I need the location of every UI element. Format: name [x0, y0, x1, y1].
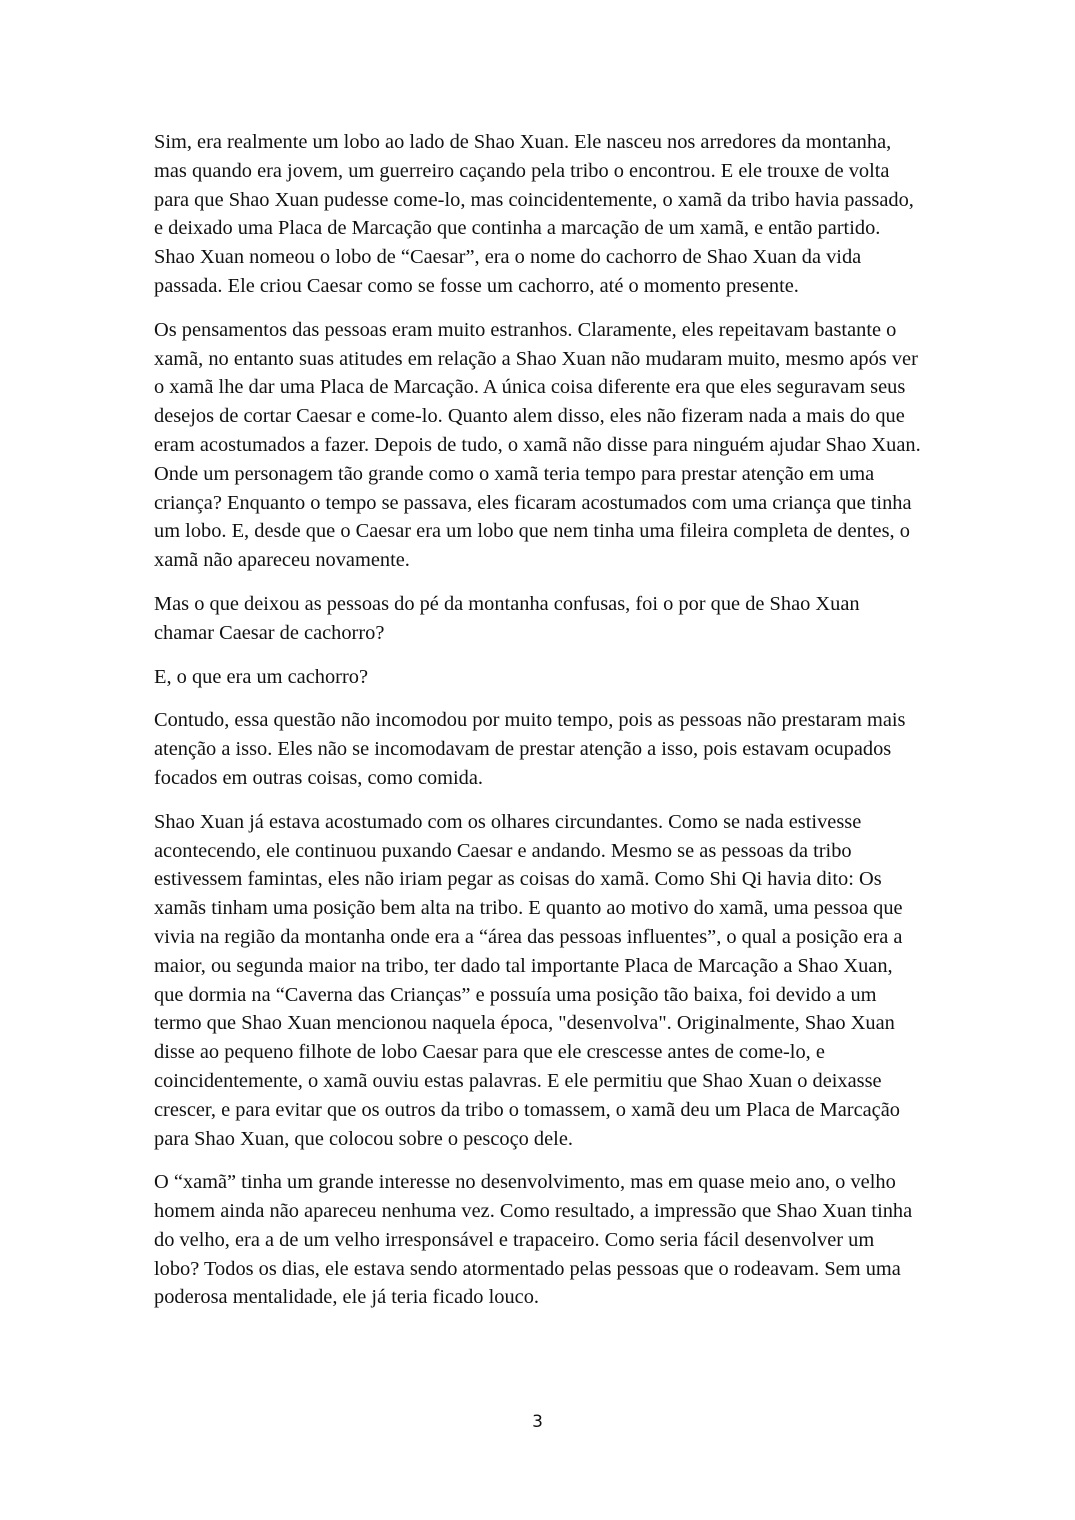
paragraph-6: Shao Xuan já estava acostumado com os olhares circundantes. Como se nada estivesse acontecendo, ele continuou puxando Caesar e andando. Mesmo se as pessoas da tribo estivessem famintas, eles não iriam pegar as coisas do xamã. Como Shi Qi havia dito: Os xamãs tinham uma posição bem alta na tribo. E quanto ao motivo do xamã, uma pessoa que vivia na região da montanha onde era a “área das pessoas influentes”, o qual a posição era a maior, ou segunda maior na tribo, ter dado tal importante Placa de Marcação a Shao Xuan, que dormia na “Caverna das Crianças” e possuía uma posição tão baixa, foi devido a um termo que Shao Xuan mencionou naquela época, "desenvolva". Originalmente, Shao Xuan disse ao pequeno filhote de lobo Caesar para que ele crescesse antes de come-lo, e coincidentemente, o xamã ouviu estas palavras. E ele permitiu que Shao Xuan o deixasse crescer, e para evitar que os outros da tribo o tomassem, o xamã deu um Placa de Marcação para Shao Xuan, que colocou sobre o pescoço dele.: [154, 810, 903, 1150]
page-number: 3: [532, 1412, 543, 1432]
paragraph-1: Sim, era realmente um lobo ao lado de Shao Xuan. Ele nasceu nos arredores da montanha, mas quando era jovem, um guerreiro caçando pela tribo o encontrou. E ele trouxe de volta para que Shao Xuan pudesse come-lo, mas coincidentemente, o xamã da tribo havia passado, e deixado uma Placa de Marcação que continha a marcação de um xamã, e então partido. Shao Xuan nomeou o lobo de “Caesar”, era o nome do cachorro de Shao Xuan da vida passada. Ele criou Caesar como se fosse um cachorro, até o momento presente.: [154, 131, 914, 297]
paragraph-2: Os pensamentos das pessoas eram muito estranhos. Claramente, eles repeitavam bastante o xamã, no entanto suas atitudes em relação a Shao Xuan não mudaram muito, mesmo após ver o xamã lhe dar uma Placa de Marcação. A única coisa diferente era que eles seguravam seus desejos de cortar Caesar e come-lo. Quanto alem disso, eles não fizeram nada a mais do que eram acostumados a fazer. Depois de tudo, o xamã não disse para ninguém ajudar Shao Xuan. Onde um personagem tão grande como o xamã teria tempo para prestar atenção em uma criança? Enquanto o tempo se passava, eles ficaram acostumados com uma criança que tinha um lobo. E, desde que o Caesar era um lobo que nem tinha uma fileira completa de dentes, o xamã não apareceu novamente.: [154, 318, 921, 572]
paragraph-4: E, o que era um cachorro?: [154, 665, 368, 688]
paragraph-5: Contudo, essa questão não incomodou por muito tempo, pois as pessoas não prestaram mais atenção a isso. Eles não se incomodavam de prestar atenção a isso, pois estavam ocupados focados em outras coisas, como comida.: [154, 709, 906, 789]
page-body: [154, 128, 924, 1327]
paragraph-3: Mas o que deixou as pessoas do pé da montanha confusas, foi o por que de Shao Xuan chamar Caesar de cachorro?: [154, 592, 860, 644]
paragraph-7: O “xamã” tinha um grande interesse no desenvolvimento, mas em quase meio ano, o velho homem ainda não apareceu nenhuma vez. Como resultado, a impressão que Shao Xuan tinha do velho, era a de um velho irresponsável e trapaceiro. Como seria fácil desenvolver um lobo? Todos os dias, ele estava sendo atormentado pelas pessoas que o rodeavam. Sem uma poderosa mentalidade, ele já teria ficado louco.: [154, 1171, 913, 1309]
